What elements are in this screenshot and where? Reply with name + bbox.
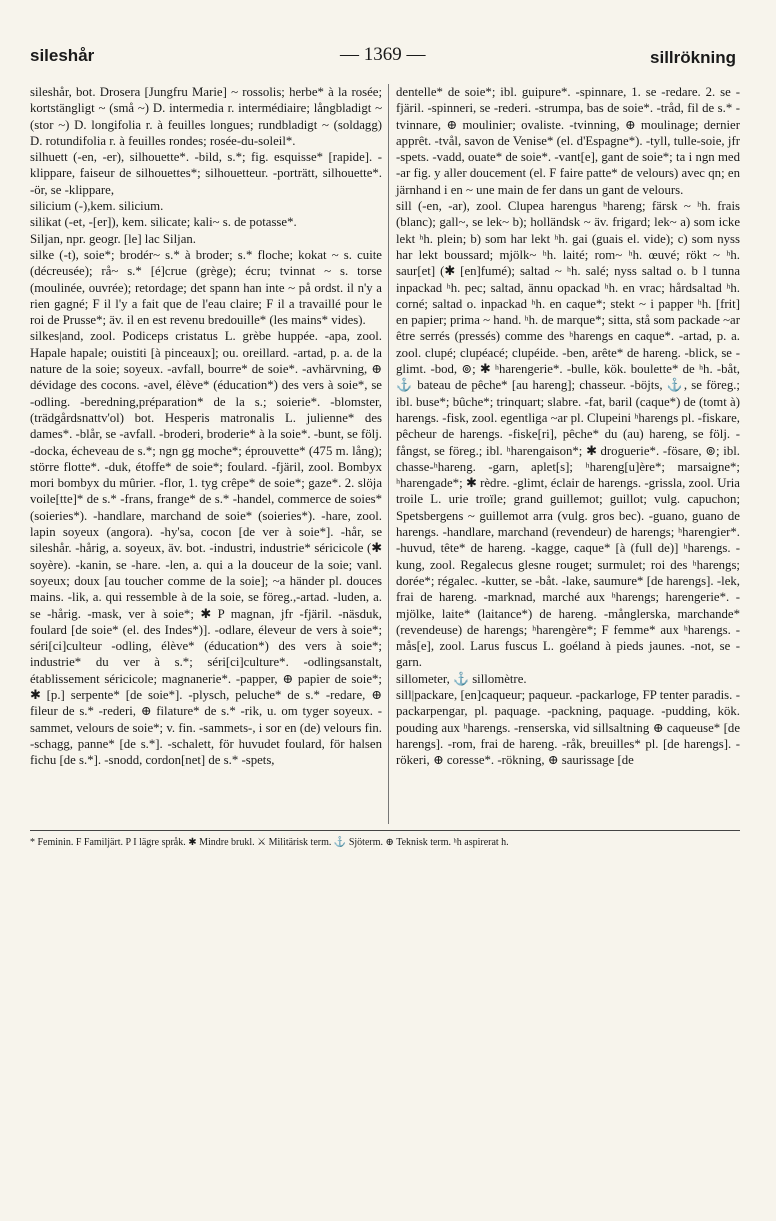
page-header <box>30 42 736 72</box>
dictionary-entry: sillometer, ⚓ sillomètre. <box>396 671 527 686</box>
dictionary-entry: silke (-t), soie*; brodér~ s.* à broder; s.* floche; kokat ~ s. cuite (décreusée); rå~ s.* [é]crue (grège); écru; tvinnat ~ s. torse (moulinée, ouvrée); retordage; det spann han inte ~ på ordst. il n'y a rien gagné; F il l'y a fait que de l'eau claire; F il a travaillé pour le roi de Prusse*; äv. il en est revenu bredouille* (les mains* vides). <box>30 247 382 328</box>
abbreviation-legend: * Feminin. F Familjärt. P I lägre språk. ✱ Mindre brukl. ⚔ Militärisk term. ⚓ Sjöterm. ⊕ Teknisk term. ʰh aspirerat h. <box>30 837 509 848</box>
right-running-headword: sillrökning <box>650 48 736 67</box>
dictionary-entry: silikat (-et, -[er]), kem. silicate; kali~ s. de potasse*. <box>30 215 297 230</box>
dictionary-entry: sileshår, bot. Drosera [Jungfru Marie] ~ rossolis; herbe* à la rosée; kortstängligt ~ (små ~) D. intermedia r. intermédiaire; långbladigt ~ (stor ~) D. longifolia r. à feuilles longues; rundbladigt ~ (soldagg) D. rotundifolia r. à feuilles rondes; rosée-du-soleil*. <box>30 85 382 148</box>
left-column <box>30 84 382 768</box>
dictionary-entry: silicium (-),kem. silicium. <box>30 199 164 214</box>
dictionary-entry: silhuett (-en, -er), silhouette*. -bild, s.*; fig. esquisse* [rapide]. -klippare, faiseur de silhouettes*; silhouetteur. -porträtt, silhouette*. -ör, se -klippare, <box>30 150 382 197</box>
column-divider <box>388 84 389 824</box>
dictionary-entry: silkes|and, zool. Podiceps cristatus L. grèbe huppée. -apa, zool. Hapale hapale; ouistiti [à pinceaux]; ou. oreillard. -artad, p. a. de la nature de la soie; soyeux. -avfall, bourre* de soie*. -avhärvning, ⊕ dévidage des cocons. -avel, élève* (éducation*) des vers à soie*, se -odling. -beredning,préparation* de la s.; soierie*. -blomster, (trädgårdsnattv'ol) bot. Hesperis matronalis L. julienne* des dames*. -blår, se -avfall. -broderi, broderie* à la soie*. -bunt, se följ. -docka, écheveau de s.*; ngn gg moche*; éprouvette* (475 m. lång); större flotte*. -duk, étoffe* de soie*; foulard. -fjäril, zool. Bombyx mori bombyx du mûrier. -flor, 1. tyg crêpe* de soie*; gaze*. 2. slöja voile[tte]* de s.* -frans, frange* de s.* -handel, commerce de soies* (soieries*). -handlare, marchand de soie* (soieries*). -hare, zool. lapin soyeux (angora). -hy'sa, cocon [de ver à soie*]. -hår, se sileshår. -hårig, a. soyeux, äv. bot. -industri, industrie* séricicole (✱ soyère). -kanin, se -hare. -len, a. qui a la douceur de la soie; vanl. soyeux; doux [au toucher comme de la soie]; ~a händer pl. douces mains. -lik, a. qui ressemble à de la soie, se föreg.,-artad. -luden, a. se -hårig. -mask, ver à soie*; ✱ P magnan, jfr -fjäril. -näsduk, foulard [de soie* (el. des Indes*)]. -odlare, éleveur de vers à soie*; séri[ci]culteur -odling, élève* (éducation*) des vers à soie*; industrie* du ver à s.*; séri[ci]culture*. -odlingsanstalt, établissement séricicole; magnanerie*. -papper, ⊕ papier de soie*; ✱ [p.] serpente* [de soie*]. -plysch, peluche* de s.* -redare, ⊕ fileur de s.* -rederi, ⊕ filature* de s.* -rik, u. om tyger soyeux. -sammet, velours de soie*; v. fin. -sammets-, i sor en (de) velours fin. -schagg, panne* [de s.*]. -schalett, för huvudet foulard, för halsen fichu [de s.*]. -snodd, cordon[net] de s.* -spets, <box>30 329 382 768</box>
page-number: — 1369 — <box>340 44 426 65</box>
dictionary-entry: sill (-en, -ar), zool. Clupea harengus ʰhareng; färsk ~ ʰh. frais (blanc); gall~, se lek~ b); holländsk ~ äv. frigard; lek~ a) som icke lekt ʰh. plein; b) som har lekt ʰh. gai (guais el. vide); c) som nyss har lekt boussard; mjölk~ ʰh. laité; rom~ ʰh. œuvé; rökt ~ ʰh. saur[et] (✱ [en]fumé); saltad ~ ʰh. salé; nyss saltad o. b l tunna inpackad ʰh. pec; saltad, ännu opackad ʰh. en vrac; hårdsaltad ʰh. corné; saltad o. inpackad ʰh. en caque*; stekt ~ i papper ʰh. [frit] en papier; prima ~ hand. ʰh. de marque*; sitta, stå som packade ~ar être serrés (pressés) comme des ʰharengs en caque*. -artad, p. a. zool. clupé; clupéacé; clupéide. -ben, arête* de hareng. -blick, se -glimt. -bod, ⊚; ✱ ʰharengerie*. -bulle, kök. boulette* de ʰh. -båt, ⚓ bateau de pêche* [au hareng]; chasseur. -böjts, ⚓, se föreg.; ibl. buse*; bûche*; trinquart; slabre. -fat, baril (caque*) de (tomt à) harengs. -fisk, zool. egentliga ~ar pl. Clupeini ʰharengs pl. -fiskare, pêcheur de harengs. -fiske[ri], pêche* du (au) hareng, se följ. -fångst, se föreg.; ibl. ʰharengaison*; ✱ droguerie*. -fösare, ⊚; ibl. chasse-ʰhareng. -garn, aplet[s]; ʰhareng[u]ère*; marsaigne*; ʰharengade*; ✱ rèdre. -glimt, éclair de harengs. -grissla, zool. Uria troile L. urie troïle; grand guillemot; guillot; vulg. capuchon; Spetsbergens ~ guillemot arra (vulg. gros bec). -guano, guano de harengs. -handlare, marchand (revendeur) de harengs; ʰharengier*. -huvud, tête* de hareng. -kagge, caque* [à (full de)] ʰharengs. -kung, zool. Regalecus glesne rouget; surmulet; roi des ʰharengs; dorée*; régalec. -kutter, se -båt. -lake, saumure* [de harengs]. -lek, frai de hareng. -marknad, marché aux ʰharengs; harengerie*. -mjölke, laite* (laitance*) de hareng. -månglerska, marchande* (revendeuse) de harengs; ʰharengère*; F femme* aux ʰharengs. -mås[e], zool. Larus fuscus L. goéland à pieds jaunes. -not, se -garn. <box>396 199 741 670</box>
right-column <box>396 84 740 768</box>
dictionary-entry: Siljan, npr. geogr. [le] lac Siljan. <box>30 231 196 246</box>
dictionary-entry: dentelle* de soie*; ibl. guipure*. -spinnare, 1. se -redare. 2. se -fjäril. -spinneri, se -rederi. -strumpa, bas de soie*. -tråd, fil de s.* -tvinnare, ⊕ moulinier; ovaliste. -tvinning, ⊕ moulinage; dernier apprêt. -tvål, savon de Venise* (el. d'Espagne*). -tyll, tulle-soie, jfr -spets. -vadd, ouate* de soie*. -vant[e], gant de soie*; ta i ngn med -ar fig. y aller doucement (el. F faire patte* de velours) avec qn; en järnhand i en ~ une main de fer dans un gant de velours. <box>396 85 740 197</box>
left-running-headword: sileshår <box>30 46 95 65</box>
footer-divider <box>30 830 740 831</box>
dictionary-entry: sill|packare, [en]caqueur; paqueur. -packarloge, FP tenter paradis. -packarpengar, pl. paquage. -packning, paquage. -pudding, kök. pouding aux ʰharengs. -renserska, vid sillsaltning ⊕ caqueuse* [de harengs]. -rom, frai de hareng. -råk, breuilles* pl. [de harengs]. -rökeri, ⊕ coresse*. -rökning, ⊕ saurissage [de <box>396 687 740 768</box>
